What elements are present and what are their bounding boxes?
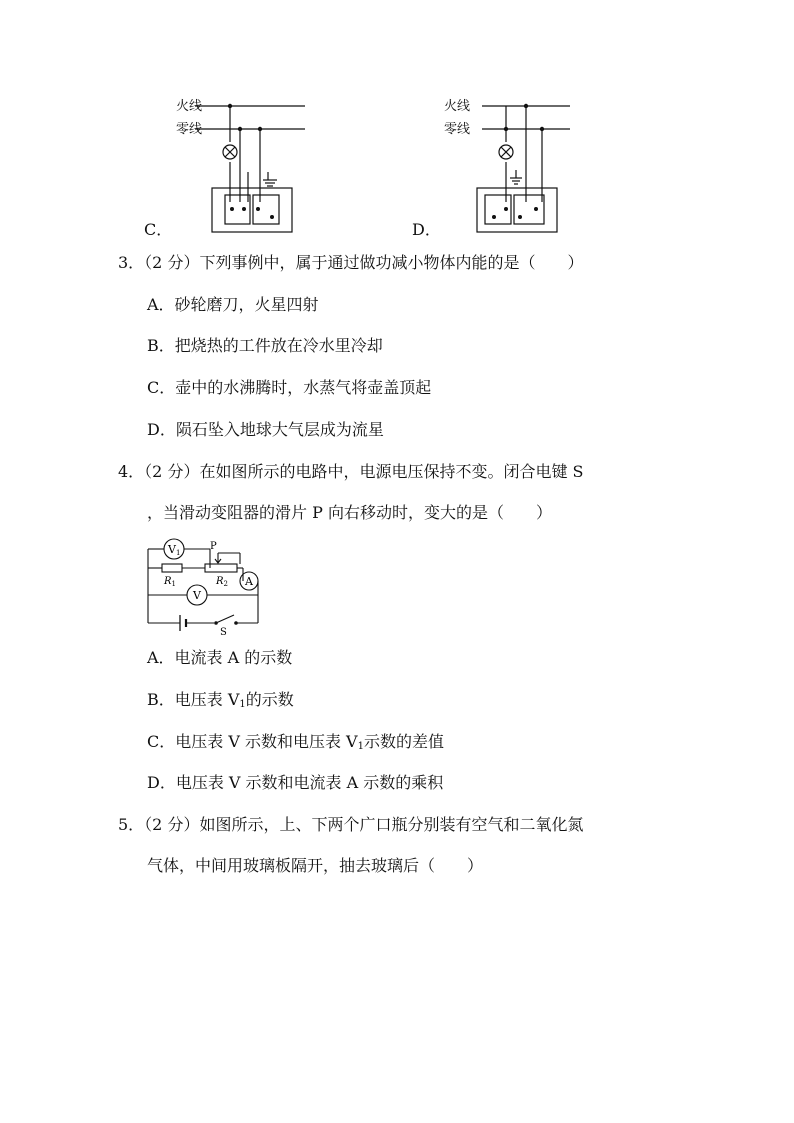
question-3-option-c: C．壶中的水沸腾时，水蒸气将壶盖顶起 bbox=[147, 378, 432, 397]
question-5-stem-line2: 气体，中间用玻璃板隔开，抽去玻璃后（ ） bbox=[147, 856, 484, 875]
option-c-text-end: 示数的差值 bbox=[364, 732, 445, 751]
question-4-option-d: D．电压表 V 示数和电流表 A 示数的乘积 bbox=[147, 773, 444, 792]
question-3-stem: 3．（2 分）下列事例中，属于通过做功减小物体内能的是（ ） bbox=[118, 253, 584, 272]
switch-s-label: S bbox=[220, 627, 227, 638]
question-3-option-b: B．把烧热的工件放在冷水里冷却 bbox=[147, 336, 383, 355]
wire-label-neutral: 零线 bbox=[176, 122, 203, 137]
resistor-r1-label: $R_1$ bbox=[164, 576, 176, 588]
ammeter-a-label: A bbox=[245, 575, 253, 588]
question-4-option-b bbox=[147, 690, 294, 715]
question-4-stem-line1: 4．（2 分）在如图所示的电路中，电源电压保持不变。闭合电键 S bbox=[118, 462, 584, 481]
option-label-c: C． bbox=[144, 220, 173, 239]
circuit-diagram bbox=[140, 535, 270, 640]
question-4-option-a: A．电流表 A 的示数 bbox=[147, 648, 293, 667]
question-4-stem-line2: ，当滑动变阻器的滑片 P 向右移动时，变大的是（ ） bbox=[147, 503, 552, 522]
wire-label-live: 火线 bbox=[176, 99, 203, 114]
wire-label-neutral: 零线 bbox=[444, 122, 471, 137]
circuit-svg bbox=[140, 535, 270, 640]
voltmeter-v1-label: V1 bbox=[168, 543, 181, 557]
option-label-d: D． bbox=[412, 220, 441, 239]
option-b-text: B．电压表 V bbox=[147, 690, 240, 709]
question-3-option-d: D．陨石坠入地球大气层成为流星 bbox=[147, 420, 384, 439]
voltmeter-v-label: V bbox=[193, 589, 201, 602]
question-3-option-a: A．砂轮磨刀，火星四射 bbox=[147, 295, 319, 314]
resistor-r2-label: $R_2$ bbox=[216, 576, 228, 588]
option-b-text-end: 的示数 bbox=[245, 690, 294, 709]
wire-label-live: 火线 bbox=[444, 99, 471, 114]
option-b-subscript: 1 bbox=[239, 699, 246, 710]
option-c-text: C．电压表 V 示数和电压表 V bbox=[147, 732, 358, 751]
option-c-subscript: 1 bbox=[357, 741, 364, 752]
diagram-d bbox=[430, 92, 610, 242]
question-5-stem-line1: 5．（2 分）如图所示，上、下两个广口瓶分别装有空气和二氧化氮 bbox=[118, 815, 584, 834]
question-4-option-c bbox=[147, 732, 444, 757]
slider-p-label: P bbox=[210, 541, 217, 552]
